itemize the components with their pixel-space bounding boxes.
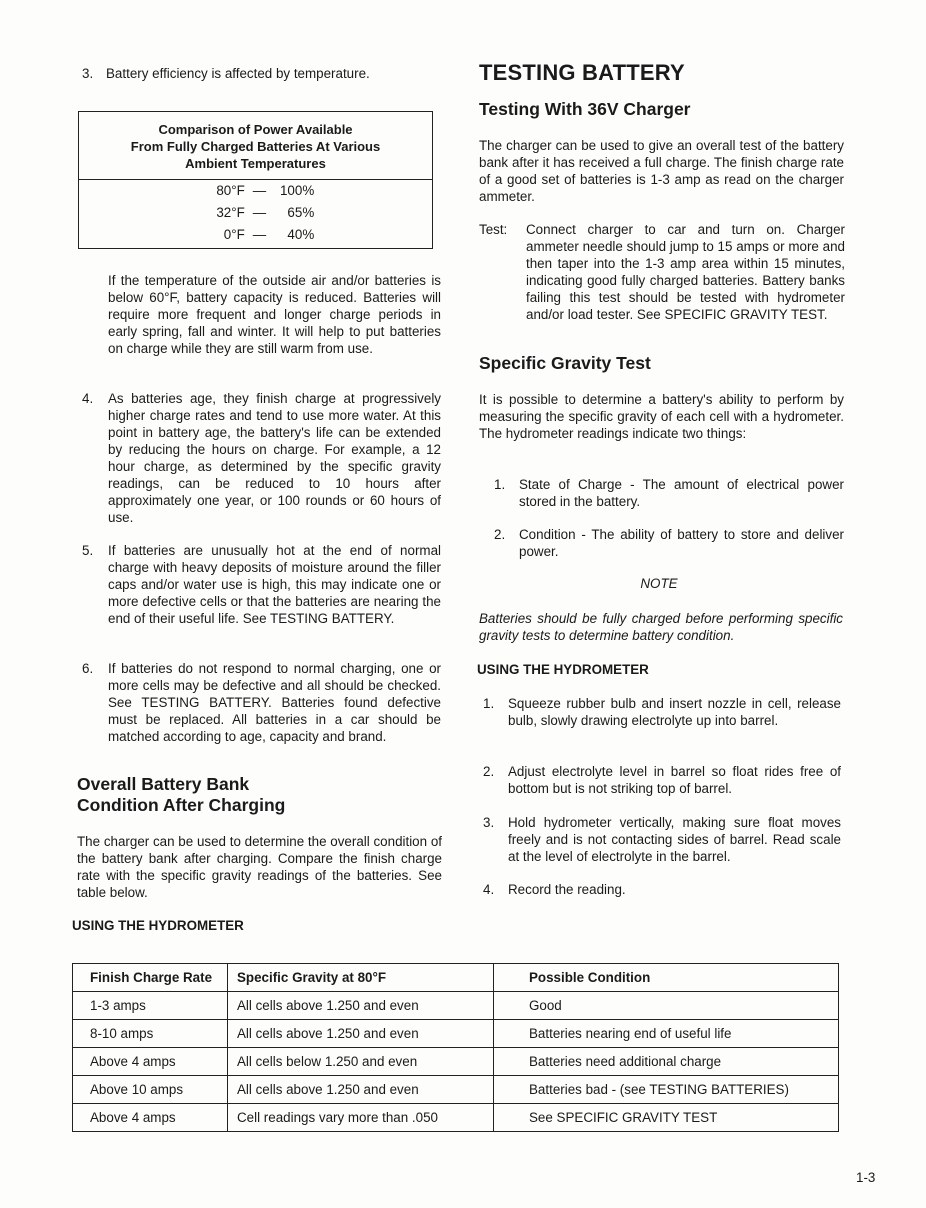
- note-label: NOTE: [640, 576, 678, 591]
- header-line: From Fully Charged Batteries At Various: [130, 139, 381, 154]
- table-row: [73, 1104, 839, 1132]
- list-text: Condition - The ability of battery to store and deliver power.: [519, 527, 844, 559]
- list-item-4: [82, 390, 441, 526]
- thing-item-2: [494, 526, 844, 560]
- table-cell: Cell readings vary more than .050: [228, 1104, 494, 1132]
- table-row: [73, 992, 839, 1020]
- table-cell: Batteries bad - (see TESTING BATTERIES): [494, 1076, 839, 1104]
- step-item-3: [483, 814, 841, 865]
- list-number: 3.: [82, 66, 94, 81]
- list-number: 1.: [494, 477, 506, 492]
- step-item-4: [483, 881, 841, 898]
- temperature-row: [79, 224, 432, 246]
- list-text: As batteries age, they finish charge at progressively higher charge rates and tend to use more water. At this point in battery age, the battery's life can be extended by reducing the hours on charge. For example, a 12 hour charge, as determined by the specific gravity readings, can be reduced to 10 hours after approximately one year, or 100 rounds or 60 hours of use.: [108, 391, 441, 525]
- table-row: [73, 1020, 839, 1048]
- list-number: 3.: [483, 815, 495, 830]
- table-cell: Batteries need additional charge: [494, 1048, 839, 1076]
- page-number: 1-3: [856, 1170, 876, 1185]
- column-header: Possible Condition: [494, 964, 839, 992]
- list-text: If batteries are unusually hot at the end of normal charge with heavy deposits of moisture around the filler caps and/or water use is high, this may indicate one or more defective cells or that the batteries are nearing the end of their useful life. See TESTING BATTERY.: [108, 543, 441, 626]
- list-item-5: [82, 542, 441, 627]
- list-item-3: [82, 65, 442, 82]
- list-number: 2.: [483, 764, 495, 779]
- specific-gravity-paragraph: It is possible to determine a battery's ability to perform by measuring the specific gravity of each cell with a hydrometer. The hydrometer readings indicate two things:: [479, 392, 844, 441]
- table-cell: Above 4 amps: [73, 1048, 228, 1076]
- test-text: Connect charger to car and turn on. Charger ammeter needle should jump to 15 amps or more and then taper into the 1-3 amp area within 15 minutes, indicating good fully charged batteries. Battery banks failing this test should be tested with hydrometer and/or load tester. See SPECIFIC GRAVITY TEST.: [526, 222, 845, 322]
- overall-battery-heading: [77, 774, 285, 816]
- right-hydrometer-heading: USING THE HYDROMETER: [477, 662, 649, 677]
- dash: —: [252, 183, 267, 198]
- list-number: 5.: [82, 543, 94, 558]
- list-text: Battery efficiency is affected by temperature.: [106, 66, 370, 81]
- temperature-row: [79, 202, 432, 224]
- column-header: Specific Gravity at 80°F: [228, 964, 494, 992]
- table-cell: Above 4 amps: [73, 1104, 228, 1132]
- overall-paragraph: The charger can be used to determine the overall condition of the battery bank after charging. Compare the finish charge rate with the specific gravity readings of the batteries. See table below.: [77, 834, 442, 900]
- list-number: 1.: [483, 696, 495, 711]
- page-title: TESTING BATTERY: [479, 60, 685, 85]
- step-item-1: [483, 695, 841, 729]
- temperature-row: [79, 180, 432, 202]
- thing-item-1: [494, 476, 844, 510]
- table-header-row: [73, 964, 839, 992]
- list-text: Record the reading.: [508, 882, 626, 897]
- heading-line: Condition After Charging: [77, 795, 286, 815]
- dash: —: [252, 227, 267, 242]
- table-cell: Above 10 amps: [73, 1076, 228, 1104]
- header-line: Ambient Temperatures: [185, 156, 326, 171]
- table-cell: All cells above 1.250 and even: [228, 1076, 494, 1104]
- list-number: 2.: [494, 527, 506, 542]
- list-item-6: [82, 660, 441, 745]
- test-label: Test:: [479, 222, 508, 237]
- list-number: 4.: [82, 391, 94, 406]
- list-text: State of Charge - The amount of electrical power stored in the battery.: [519, 477, 844, 509]
- list-text: Adjust electrolyte level in barrel so float rides free of bottom but is not striking top of barrel.: [508, 764, 841, 796]
- specific-gravity-heading: Specific Gravity Test: [479, 353, 651, 373]
- left-hydrometer-heading: USING THE HYDROMETER: [72, 918, 244, 933]
- dash: —: [252, 205, 267, 220]
- list-text: Hold hydrometer vertically, making sure float moves freely and is not contacting sides of barrel. Read scale at the level of electrolyte in the barrel.: [508, 815, 841, 864]
- heading-line: Overall Battery Bank: [77, 774, 250, 794]
- temperature-comparison-box: [78, 111, 433, 249]
- table-cell: Batteries nearing end of useful life: [494, 1020, 839, 1048]
- note-text: Batteries should be fully charged before performing specific gravity tests to determine battery condition.: [479, 611, 843, 643]
- table-cell: See SPECIFIC GRAVITY TEST: [494, 1104, 839, 1132]
- column-header: Finish Charge Rate: [73, 964, 228, 992]
- table-cell: All cells above 1.250 and even: [228, 1020, 494, 1048]
- table-cell: 8-10 amps: [73, 1020, 228, 1048]
- percent-value: 100%: [279, 183, 315, 198]
- table-cell: All cells below 1.250 and even: [228, 1048, 494, 1076]
- temperature-box-header: [79, 112, 432, 180]
- charge-condition-table: [72, 963, 839, 1132]
- temperature-value: 80°F: [216, 183, 245, 198]
- temperature-paragraph: If the temperature of the outside air and/or batteries is below 60°F, battery capacity is reduced. Batteries will require more frequent and longer charge periods in early spring, fall and winter. It will help to put batteries on charge while they are still warm from use.: [108, 273, 441, 356]
- temperature-value: 32°F: [216, 205, 245, 220]
- list-text: Squeeze rubber bulb and insert nozzle in cell, release bulb, slowly drawing electrolyte up into barrel.: [508, 696, 841, 728]
- percent-value: 65%: [287, 205, 315, 220]
- list-text: If batteries do not respond to normal charging, one or more cells may be defective and all should be checked. See TESTING BATTERY. Batteries found defective must be replaced. All batteries in a car should be matched according to age, capacity and brand.: [108, 661, 441, 744]
- table-cell: All cells above 1.250 and even: [228, 992, 494, 1020]
- list-number: 4.: [483, 882, 495, 897]
- step-item-2: [483, 763, 841, 797]
- list-number: 6.: [82, 661, 94, 676]
- header-line: Comparison of Power Available: [158, 122, 353, 137]
- charger-heading: Testing With 36V Charger: [479, 99, 691, 119]
- table-cell: 1-3 amps: [73, 992, 228, 1020]
- table-cell: Good: [494, 992, 839, 1020]
- table-row: [73, 1076, 839, 1104]
- table-row: [73, 1048, 839, 1076]
- percent-value: 40%: [287, 227, 315, 242]
- charger-paragraph: The charger can be used to give an overall test of the battery bank after it has received a full charge. The finish charge rate of a good set of batteries is 1-3 amp as read on the charger ammeter.: [479, 138, 844, 204]
- temperature-value: 0°F: [223, 227, 245, 242]
